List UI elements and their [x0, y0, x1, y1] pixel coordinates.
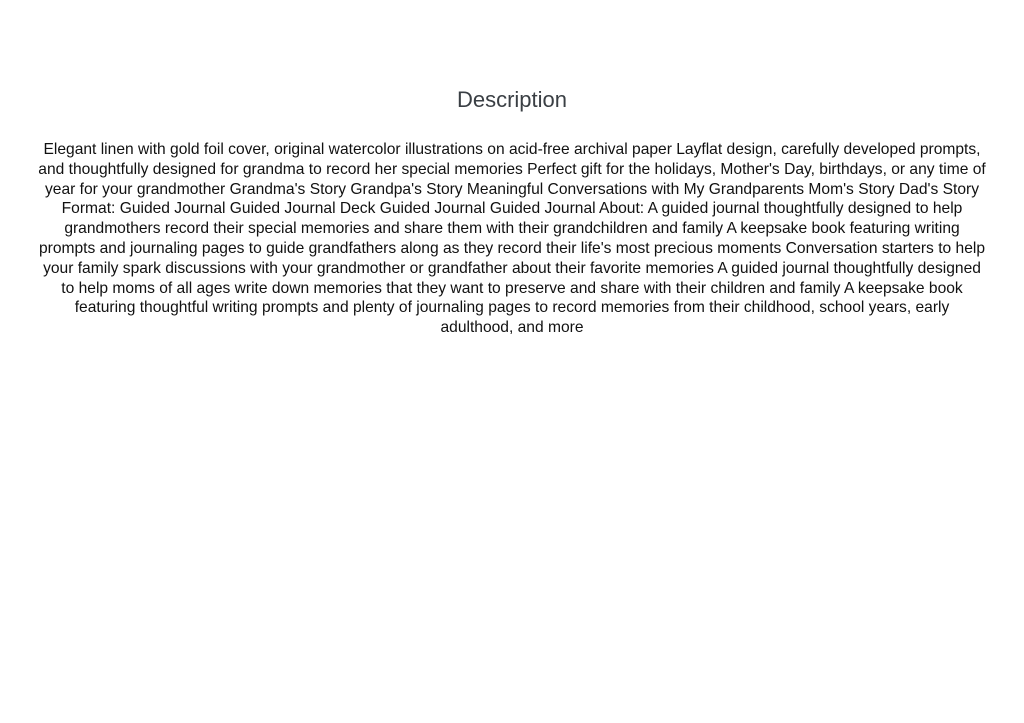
description-paragraph: Elegant linen with gold foil cover, original watercolor illustrations on acid-free archival paper Layflat design, carefully developed prompts, and thoughtfully designed for grandma to record her special memories Perfect gift for the holidays, Mother's Day, birthdays, or any time of year for your grandmother Grandma's Story Grandpa's Story Meaningful Conversations with My Grandparents Mom's Story Dad's Story Format: Guided Journal Guided Journal Deck Guided Journal Guided Journal About: A guided journal thoughtfully designed to help grandmothers record their special memories and share them with their grandchildren and family A keepsake book featuring writing prompts and journaling pages to guide grandfathers along as they record their life's most precious moments Conversation starters to help your family spark discussions with your grandmother or grandfather about their favorite memories A guided journal thoughtfully designed to help moms of all ages write down memories that they want to preserve and share with their children and family A keepsake book featuring thoughtful writing prompts and plenty of journaling pages to record memories from their childhood, school years, early adulthood, and more: [38, 141, 986, 337]
page-title: Description: [456, 87, 568, 112]
